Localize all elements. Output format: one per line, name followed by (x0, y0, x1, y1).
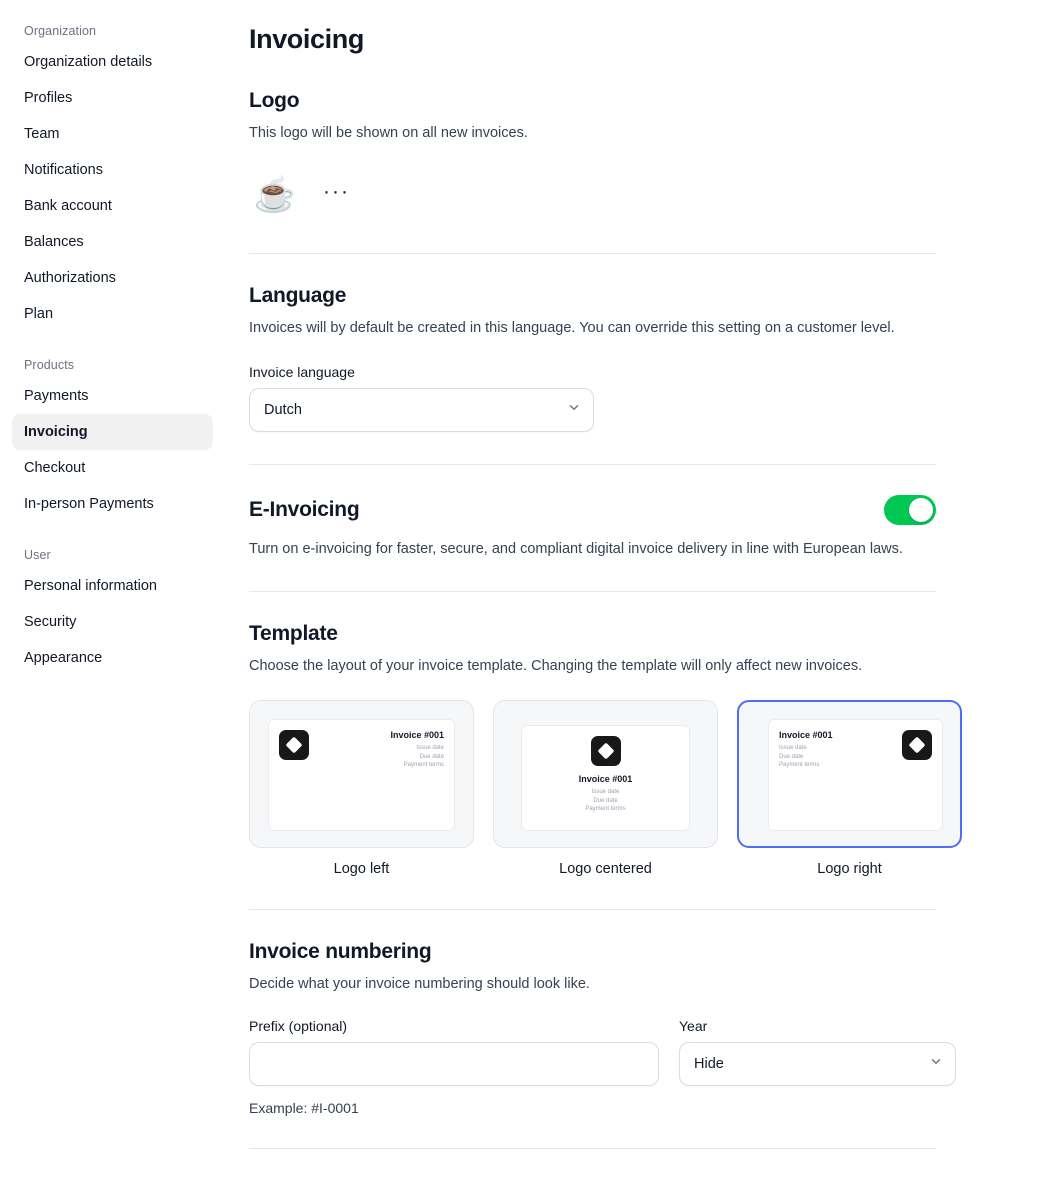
logo-overflow-menu-icon[interactable]: ··· (323, 180, 350, 203)
template-invoice-title: Invoice #001 (779, 730, 833, 740)
sidebar-item-in-person-payments[interactable]: In-person Payments (24, 496, 154, 512)
invoice-language-select[interactable]: Dutch (249, 388, 594, 432)
einvoicing-section (249, 495, 1059, 559)
template-invoice-title: Invoice #001 (578, 774, 633, 784)
sidebar-item-balances[interactable]: Balances (24, 234, 84, 250)
sidebar-item-bank-account[interactable]: Bank account (24, 198, 112, 214)
sidebar-item-notifications[interactable]: Notifications (24, 162, 103, 178)
invoice-numbering-form-row (249, 1018, 1059, 1086)
prefix-field-group (249, 1018, 659, 1086)
sidebar-item-profiles[interactable]: Profiles (24, 90, 73, 106)
template-logo-icon (902, 730, 932, 760)
language-section (249, 284, 1059, 432)
main-content (249, 0, 1059, 1179)
language-section-description: Invoices will by default be created in this language. You can override this setting on a customer level. (249, 320, 895, 336)
logo-section (249, 89, 1059, 221)
year-field-group (679, 1018, 956, 1086)
invoice-numbering-example: Example: #I-0001 (249, 1100, 359, 1116)
einvoicing-section-description: Turn on e-invoicing for faster, secure, and compliant digital invoice delivery in line with European laws. (249, 541, 903, 557)
sidebar-divider-1 (12, 332, 213, 352)
divider-logo-language (249, 253, 936, 254)
template-section (249, 622, 1059, 877)
template-card-logo-right[interactable] (737, 700, 962, 848)
template-option-logo-right[interactable] (737, 700, 962, 877)
template-line-issue-date: Issue date (779, 745, 807, 751)
template-preview-logo-left (268, 719, 455, 831)
template-logo-icon (591, 736, 621, 766)
template-line-payment-terms: Payment terms (585, 806, 626, 812)
template-option-logo-centered[interactable] (493, 700, 718, 877)
sidebar (0, 0, 225, 1171)
divider-template-numbering (249, 909, 936, 910)
template-card-logo-left[interactable] (249, 700, 474, 848)
template-section-description: Choose the layout of your invoice template. Changing the template will only affect new invoices. (249, 658, 863, 674)
template-card-logo-centered[interactable] (493, 700, 718, 848)
template-options (249, 700, 1059, 877)
page-title: Invoicing (249, 24, 364, 54)
divider-language-einvoicing (249, 464, 936, 465)
template-logo-icon (279, 730, 309, 760)
sidebar-divider-2 (12, 522, 213, 542)
sidebar-item-appearance[interactable]: Appearance (24, 650, 103, 666)
template-line-issue-date: Issue date (591, 789, 620, 795)
template-line-payment-terms: Payment terms (779, 762, 820, 768)
template-preview-logo-centered (521, 725, 690, 831)
template-preview-logo-right (768, 719, 943, 831)
template-caption-logo-centered: Logo centered (559, 861, 652, 877)
sidebar-group-user (12, 542, 213, 676)
sidebar-group-label-organization: Organization (24, 24, 97, 38)
sidebar-item-authorizations[interactable]: Authorizations (24, 270, 116, 286)
template-caption-logo-left: Logo left (333, 861, 390, 877)
template-section-title: Template (249, 622, 338, 645)
template-line-due-date: Due date (779, 753, 804, 760)
year-select-wrap (679, 1042, 956, 1086)
einvoicing-header-row (249, 495, 936, 525)
sidebar-item-team[interactable]: Team (24, 126, 60, 142)
prefix-input[interactable] (249, 1042, 659, 1086)
divider-einvoicing-template (249, 591, 936, 592)
sidebar-group-label-user: User (24, 548, 51, 562)
sidebar-item-organization-details[interactable]: Organization details (24, 54, 153, 70)
sidebar-group-products (12, 352, 213, 522)
logo-section-title: Logo (249, 89, 300, 112)
einvoicing-toggle-knob (909, 498, 933, 522)
invoice-numbering-section (249, 940, 1059, 1116)
prefix-label: Prefix (optional) (249, 1018, 348, 1034)
sidebar-item-personal-information[interactable]: Personal information (24, 578, 157, 594)
coffee-cup-logo-icon: ☕ (253, 176, 297, 214)
divider-numbering-bottom (249, 1148, 936, 1149)
invoice-numbering-description: Decide what your invoice numbering should look like. (249, 976, 590, 992)
einvoicing-toggle[interactable] (884, 495, 936, 525)
sidebar-item-security[interactable]: Security (24, 614, 77, 630)
invoice-language-select-wrap (249, 388, 594, 432)
sidebar-item-plan[interactable]: Plan (24, 306, 54, 322)
sidebar-item-invoicing[interactable]: Invoicing (12, 414, 213, 450)
template-line-due-date: Due date (419, 753, 444, 760)
invoice-numbering-title: Invoice numbering (249, 940, 432, 963)
logo-preview-row (249, 169, 1059, 221)
template-line-payment-terms: Payment terms (403, 762, 444, 768)
year-select[interactable]: Hide (679, 1042, 956, 1086)
sidebar-group-label-products: Products (24, 358, 75, 372)
template-caption-logo-right: Logo right (817, 861, 882, 877)
sidebar-item-checkout[interactable]: Checkout (24, 460, 86, 476)
language-section-title: Language (249, 284, 347, 307)
invoice-language-label: Invoice language (249, 364, 355, 380)
sidebar-item-payments[interactable]: Payments (24, 388, 89, 404)
template-line-due-date: Due date (593, 797, 618, 804)
sidebar-group-organization (12, 18, 213, 332)
template-invoice-title: Invoice #001 (390, 730, 444, 740)
einvoicing-section-title: E-Invoicing (249, 498, 360, 521)
template-option-logo-left[interactable] (249, 700, 474, 877)
template-line-issue-date: Issue date (416, 745, 444, 751)
year-label: Year (679, 1018, 708, 1034)
logo-section-description: This logo will be shown on all new invoices. (249, 125, 528, 141)
